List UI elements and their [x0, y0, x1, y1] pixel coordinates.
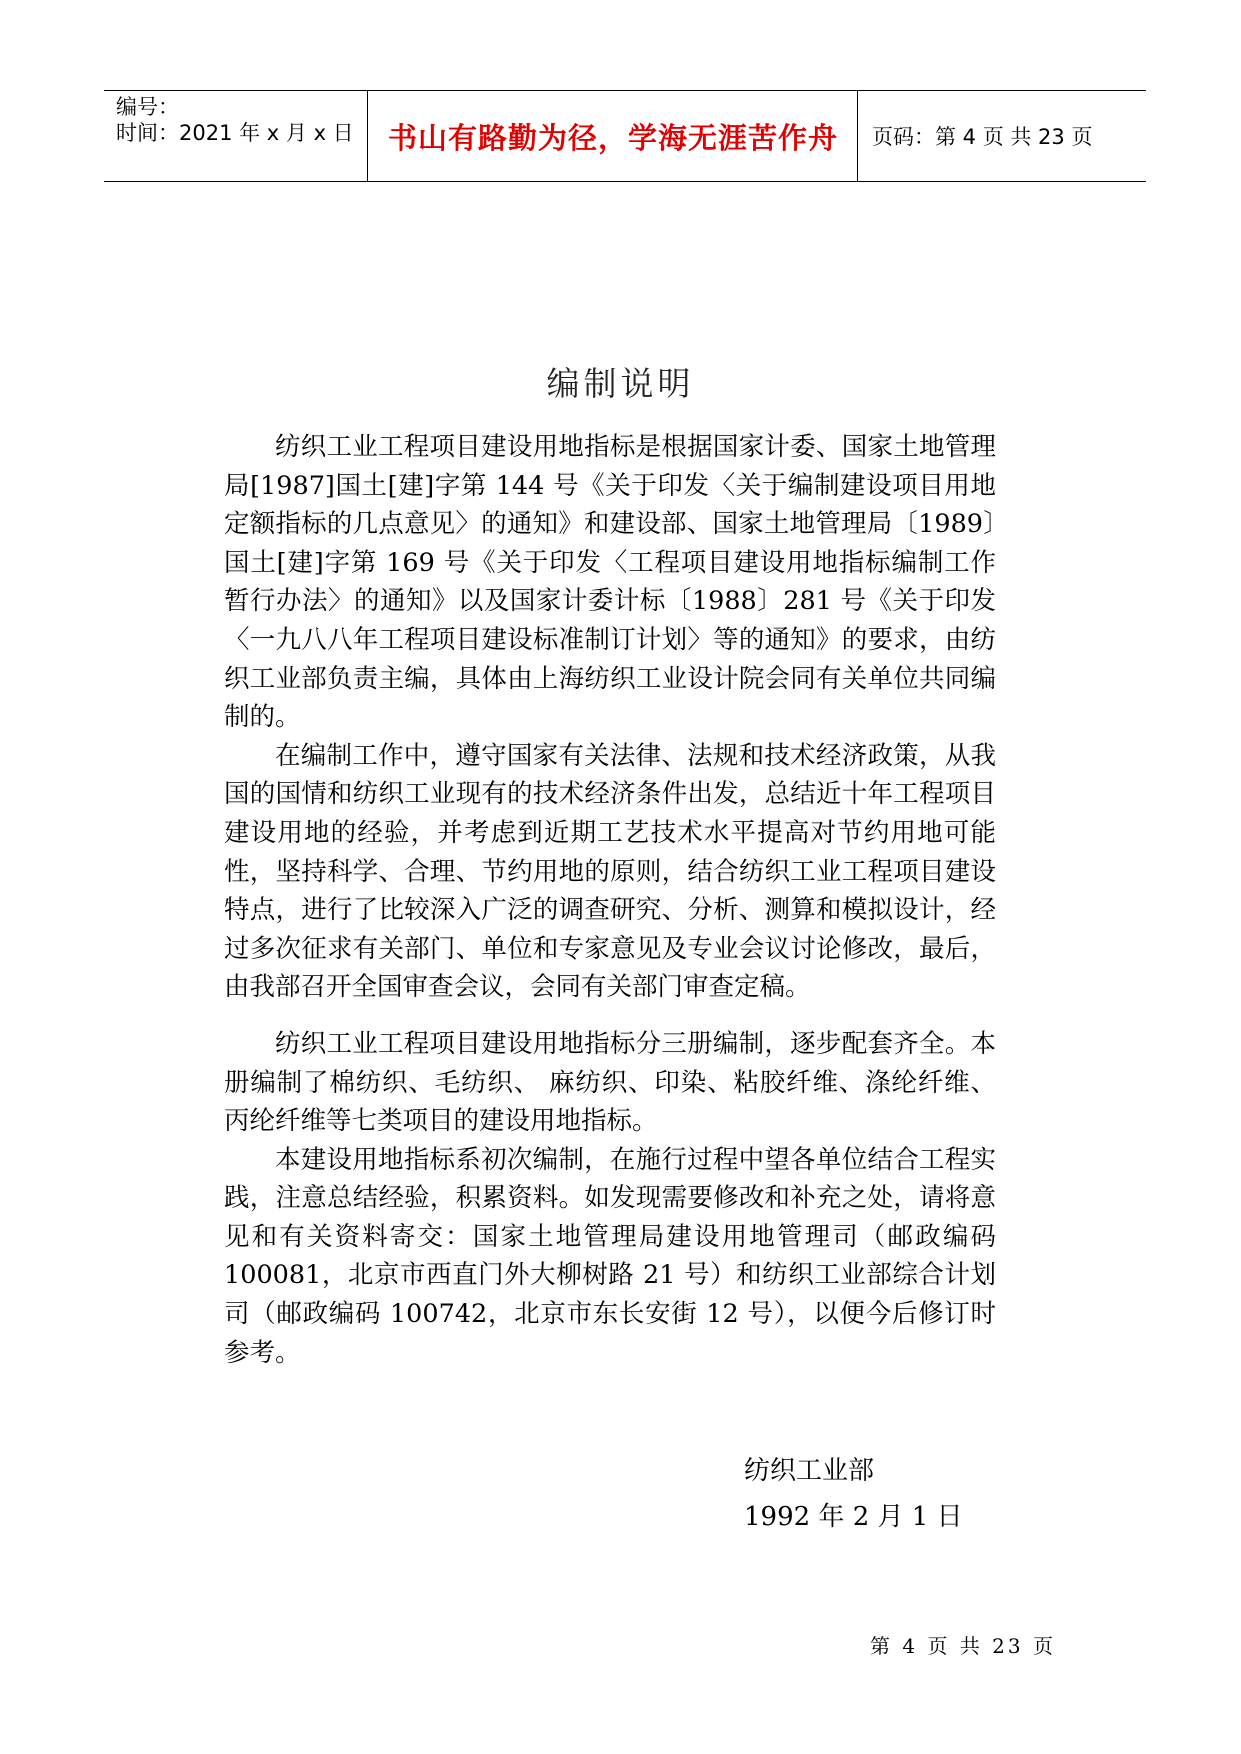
signature-date: 1992 年 2 月 1 日: [744, 1502, 963, 1532]
number-label: 编号：: [116, 95, 179, 119]
signature-org: 纺织工业部: [744, 1456, 875, 1486]
paragraph-1: 纺织工业工程项目建设用地指标是根据国家计委、国家土地管理局[1987]国土[建]字第 144 号《关于印发〈关于编制建设项目用地定额指标的几点意见〉的通知》和建设部、国家土地管理局〔1989〕国土[建]字第 169 号《关于印发〈工程项目建设用地指标编制工作暂行办法〉的通知》以及国家计委计标〔1988〕281 号《关于印发〈一九八八年工程项目建设标准制订计划〉等的通知》的要求，由纺织工业部负责主编，具体由上海纺织工业设计院会同有关单位共同编制的。: [224, 432, 996, 733]
paragraph-3: 纺织工业工程项目建设用地指标分三册编制，逐步配套齐全。本册编制了棉纺织、毛纺织、 麻纺织、印染、粘胶纤维、涤纶纤维、丙纶纤维等七类项目的建设用地指标。: [224, 1028, 996, 1137]
page-footer: 第 4 页 共 23 页: [870, 1634, 1056, 1658]
page-code: 页码：第 4 页 共 23 页: [872, 125, 1093, 149]
page-title: 编制说明: [546, 364, 695, 403]
header-meta: [116, 91, 366, 181]
body-text: [224, 428, 996, 1372]
header-divider-left: [367, 91, 368, 181]
motto: 书山有路勤为径，学海无涯苦作舟: [387, 120, 838, 155]
header-divider-right: [857, 91, 858, 181]
date-line: 时间：2021 年 x 月 x 日: [116, 121, 354, 145]
paragraph-4: 本建设用地指标系初次编制，在施行过程中望各单位结合工程实践，注意总结经验，积累资料。如发现需要修改和补充之处，请将意见和有关资料寄交：国家土地管理局建设用地管理司（邮政编码 100081，北京市西直门外大柳树路 21 号）和纺织工业部综合计划司（邮政编码 100742，北京市东长安街 12 号），以便今后修订时参考。: [224, 1144, 996, 1368]
paragraph-2: 在编制工作中，遵守国家有关法律、法规和技术经济政策，从我国的国情和纺织工业现有的技术经济条件出发，总结近十年工程项目建设用地的经验，并考虑到近期工艺技术水平提高对节约用地可能性，坚持科学、合理、节约用地的原则，结合纺织工业工程项目建设特点，进行了比较深入广泛的调查研究、分析、测算和模拟设计，经过多次征求有关部门、单位和专家意见及专业会议讨论修改，最后，由我部召开全国审查会议，会同有关部门审查定稿。: [224, 740, 996, 1003]
signature-block: [744, 1448, 963, 1540]
document-header: [104, 90, 1146, 182]
